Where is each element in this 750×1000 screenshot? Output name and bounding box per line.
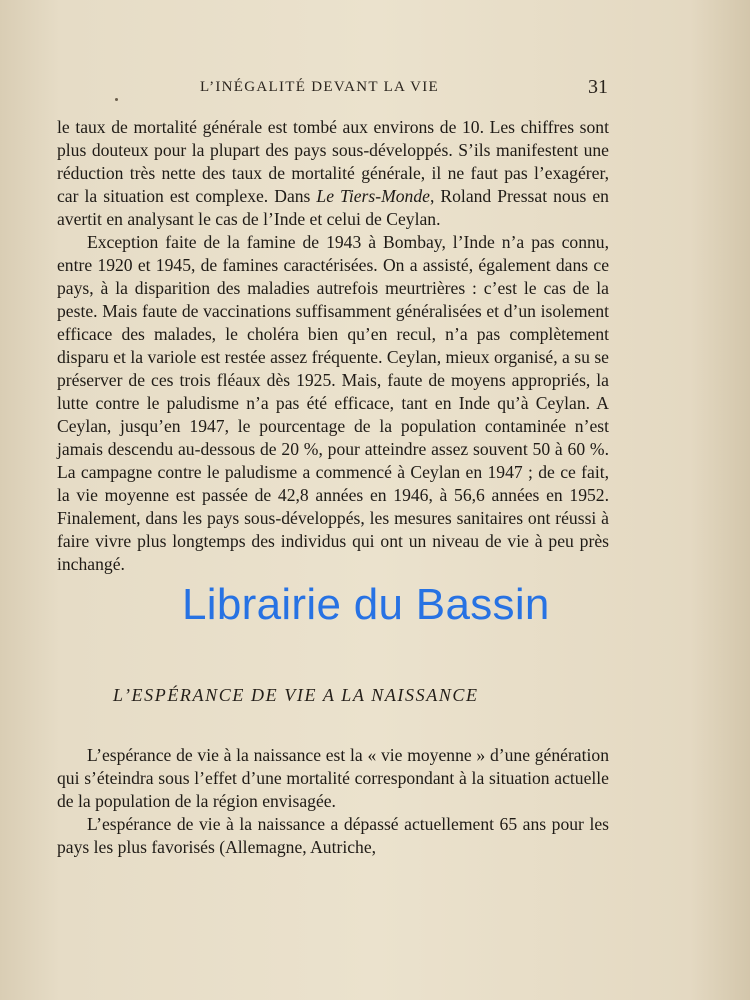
paper-speck [115, 98, 118, 101]
paragraph-inde-ceylan: Exception faite de la famine de 1943 à Bombay, l’Inde n’a pas connu, entre 1920 et 1945, de famines caractérisées. On a assisté, également dans ce pays, à la disparition des maladies autrefois meurtrières : c’est le cas de la peste. Mais faute de vaccinations suffisamment généralisées et d’un isolement efficace des malades, le choléra bien qu’en recul, n’a pas complètement disparu et la variole est restée assez fréquente. Ceylan, mieux organisé, a su se préserver de ces trois fléaux dès 1925. Mais, faute de moyens appropriés, la lutte contre le paludisme n’a pas été efficace, tant en Inde qu’à Ceylan. A Ceylan, jusqu’en 1947, le pourcentage de la population contaminée n’est jamais descendu au-dessous de 20 %, pour atteindre assez souvent 50 à 60 %. La campagne contre le paludisme a commencé à Ceylan en 1947 ; de ce fait, la vie moyenne est passée de 42,8 années en 1946, à 56,6 années en 1952. Finalement, dans les pays sous-développés, les mesures sanitaires ont réussi à faire vivre plus longtemps des individus qui ont un niveau de vie à peu près inchangé. [57, 232, 609, 574]
section-title: L’ESPÉRANCE DE VIE A LA NAISSANCE [113, 685, 479, 705]
paragraph-continued: le taux de mortalité générale est tombé aux environs de 10. Les chiffres sont plus douteux pour la plupart des pays sous-développés. S’ils manifestent une réduction très nette des taux de mortalité générale, il ne faut pas l’exagérer, car la situation est complexe. Dans Le Tiers-Monde, Roland Pressat nous en avertit en analysant le cas de l’Inde et celui de Ceylan. [57, 117, 609, 229]
paragraph-countries: L’espérance de vie à la naissance a dépassé actuellement 65 ans pour les pays les plus favorisés (Allemagne, Autriche, [57, 814, 609, 857]
body-text-top [57, 116, 609, 576]
running-title: L’INÉGALITÉ DEVANT LA VIE [200, 79, 440, 95]
body-text-bottom [57, 744, 609, 859]
page-number: 31 [588, 76, 608, 98]
paragraph-definition: L’espérance de vie à la naissance est la « vie moyenne » d’une génération qui s’éteindra sous l’effet d’une mortalité correspondant à la situation actuelle de la population de la région envisagée. [57, 745, 609, 811]
watermark-logo: Librairie du Bassin [182, 580, 550, 629]
